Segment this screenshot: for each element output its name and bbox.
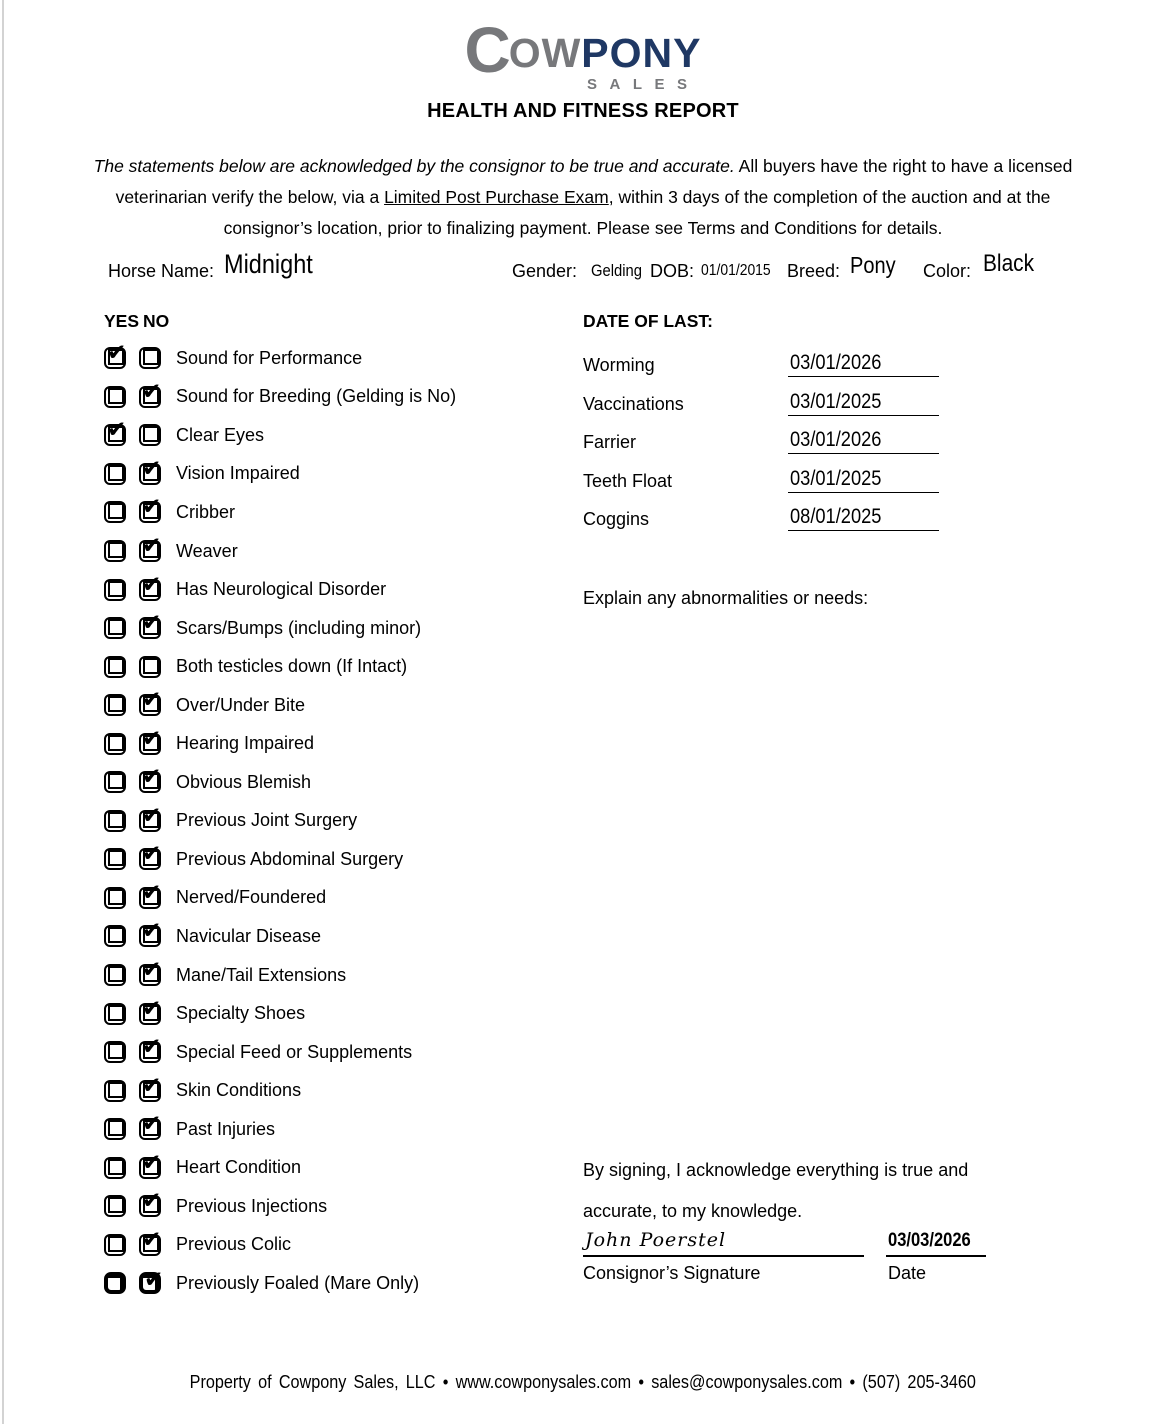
checklist-item-label: Obvious Blemish [176, 771, 312, 792]
yes-checkbox[interactable] [104, 1234, 126, 1256]
no-checkbox[interactable]: ✔ [139, 1272, 161, 1294]
yes-checkbox[interactable] [104, 925, 126, 947]
logo-sales-subtext: SALES [586, 76, 700, 93]
signature-date-field[interactable] [888, 1230, 983, 1252]
checklist-item-label: Previously Foaled (Mare Only) [176, 1272, 420, 1293]
checklist-item-label: Both testicles down (If Intact) [176, 656, 408, 677]
checklist-item-label: Has Neurological Disorder [176, 579, 387, 600]
no-checkbox[interactable]: ✔ [139, 1080, 161, 1102]
date-row-label: Farrier [583, 432, 636, 453]
checklist-row [104, 378, 456, 417]
checklist-header [104, 311, 456, 339]
color-value: Black [983, 250, 1035, 277]
date-row [583, 339, 943, 377]
no-checkbox[interactable]: ✔ [139, 964, 161, 986]
signature-date-line [886, 1255, 986, 1257]
no-checkbox[interactable]: ✔ [139, 1157, 161, 1179]
date-row-label: Teeth Float [583, 470, 673, 491]
yes-checkbox[interactable] [104, 501, 126, 523]
acknowledgement-line2: accurate, to my knowledge. [583, 1201, 803, 1221]
checklist-row [104, 917, 456, 956]
no-checkbox[interactable]: ✔ [139, 848, 161, 870]
dob-value: 01/01/2015 [701, 262, 771, 279]
date-rows [583, 339, 943, 531]
checklist-rows [104, 339, 456, 1303]
date-value: 03/01/2025 [790, 466, 882, 490]
checklist-item-label: Vision Impaired [176, 463, 300, 484]
checklist-item-label: Past Injuries [176, 1118, 276, 1139]
checklist-row [104, 763, 456, 802]
date-value: 03/01/2026 [790, 351, 882, 375]
signature-date-label: Date [888, 1263, 927, 1283]
yes-checkbox[interactable] [104, 1118, 126, 1140]
footer-text: Property of Cowpony Sales, LLC • www.cowponysales.com • sales@cowponysales.com • (507) 205-3460 [189, 1372, 977, 1392]
gender-field[interactable] [591, 261, 650, 281]
checklist-item-label: Clear Eyes [176, 424, 265, 445]
yes-checkbox[interactable] [104, 1157, 126, 1179]
yes-checkbox[interactable] [104, 694, 126, 716]
gender-value: Gelding [591, 261, 642, 280]
yes-checkbox[interactable] [104, 1041, 126, 1063]
breed-value: Pony [850, 252, 896, 278]
checklist-row [104, 570, 456, 609]
yes-checkbox[interactable] [104, 733, 126, 755]
no-checkbox[interactable]: ✔ [139, 1195, 161, 1217]
gender-label: Gender: [512, 261, 578, 281]
signature-line [583, 1255, 864, 1257]
checklist-row [104, 1264, 456, 1303]
date-field[interactable] [788, 351, 939, 377]
checklist-item-label: Special Feed or Supplements [176, 1041, 413, 1062]
yes-column-header: YES [104, 311, 140, 331]
checklist-item-label: Previous Injections [176, 1195, 328, 1216]
checklist [104, 311, 456, 1303]
checklist-row [104, 532, 456, 571]
logo-pony: PONY [581, 29, 702, 76]
no-checkbox[interactable]: ✔ [139, 463, 161, 485]
checklist-row [104, 1110, 456, 1149]
no-checkbox[interactable]: ✔ [139, 386, 161, 408]
yes-checkbox[interactable] [104, 964, 126, 986]
checklist-row [104, 840, 456, 879]
intro-rest-text: , within 3 days of the completion of the auction and at the consignor’s location, prior to finalizing payment. Please see Terms and Conditions for details. [223, 187, 1051, 238]
yes-checkbox[interactable]: ✔ [104, 347, 126, 369]
no-column-header: NO [143, 311, 170, 331]
checklist-row [104, 879, 456, 918]
checklist-item-label: Mane/Tail Extensions [176, 964, 347, 985]
date-row-label: Worming [583, 355, 655, 376]
horse-name-field[interactable] [224, 249, 326, 280]
yes-checkbox[interactable] [104, 887, 126, 909]
checklist-item-label: Hearing Impaired [176, 733, 315, 754]
color-label: Color: [923, 261, 972, 281]
no-checkbox[interactable]: ✔ [139, 771, 161, 793]
checklist-item-label: Over/Under Bite [176, 694, 306, 715]
horse-name-label: Horse Name: [108, 261, 215, 281]
abnormalities-label: Explain any abnormalities or needs: [583, 588, 869, 608]
checklist-item-label: Previous Joint Surgery [176, 810, 358, 831]
date-value: 08/01/2025 [790, 504, 882, 528]
checklist-row [104, 994, 456, 1033]
no-checkbox[interactable]: ✔ [139, 501, 161, 523]
checklist-row [104, 455, 456, 494]
checklist-item-label: Scars/Bumps (including minor) [176, 617, 422, 638]
date-row [583, 454, 943, 492]
yes-checkbox[interactable] [104, 848, 126, 870]
consignor-signature-label: Consignor’s Signature [583, 1263, 761, 1283]
checklist-row [104, 647, 456, 686]
no-checkbox[interactable]: ✔ [139, 887, 161, 909]
no-checkbox[interactable]: ✔ [139, 810, 161, 832]
page-edge-line [2, 0, 4, 1424]
checklist-row [104, 724, 456, 763]
yes-checkbox[interactable] [104, 579, 126, 601]
yes-checkbox[interactable] [104, 771, 126, 793]
horse-name-value: Midnight [224, 249, 313, 279]
no-checkbox[interactable]: ✔ [139, 1041, 161, 1063]
no-checkbox[interactable] [139, 347, 161, 369]
checklist-item-label: Navicular Disease [176, 925, 322, 946]
date-value: 03/01/2026 [790, 428, 882, 452]
checklist-item-label: Previous Colic [176, 1234, 292, 1255]
breed-label: Breed: [787, 261, 841, 281]
logo-ow: OW [508, 29, 582, 76]
intro-middle-text: All buyers have the right to have a licensed veterinarian verify the below, via a [115, 156, 1073, 207]
no-checkbox[interactable]: ✔ [139, 925, 161, 947]
dob-field[interactable] [701, 262, 781, 280]
checklist-row [104, 802, 456, 841]
date-value: 03/01/2025 [790, 389, 882, 413]
page-title: HEALTH AND FITNESS REPORT [427, 100, 739, 122]
checklist-item-label: Sound for Breeding (Gelding is No) [176, 386, 457, 407]
footer [0, 1372, 1166, 1393]
acknowledgement-line1: By signing, I acknowledge everything is true and [583, 1160, 969, 1180]
yes-checkbox[interactable] [104, 1003, 126, 1025]
checklist-item-label: Heart Condition [176, 1157, 302, 1178]
date-row-label: Vaccinations [583, 393, 684, 414]
no-checkbox[interactable]: ✔ [139, 1003, 161, 1025]
date-row [583, 416, 943, 454]
checklist-item-label: Cribber [176, 501, 236, 522]
yes-checkbox[interactable] [104, 656, 126, 678]
checklist-row [104, 1033, 456, 1072]
yes-checkbox[interactable]: ✔ [104, 424, 126, 446]
yes-checkbox[interactable] [104, 386, 126, 408]
checklist-row [104, 1187, 456, 1226]
yes-checkbox[interactable] [104, 617, 126, 639]
no-checkbox[interactable]: ✔ [139, 617, 161, 639]
limited-post-purchase-exam-link: Limited Post Purchase Exam [384, 187, 609, 207]
yes-checkbox[interactable] [104, 1272, 126, 1294]
intro-paragraph [90, 151, 1076, 244]
checklist-item-label: Sound for Performance [176, 347, 363, 368]
no-checkbox[interactable]: ✔ [139, 694, 161, 716]
date-of-last-section [583, 311, 943, 531]
breed-field[interactable] [850, 252, 902, 279]
checklist-row [104, 1148, 456, 1187]
date-row [583, 493, 943, 531]
no-checkbox[interactable]: ✔ [139, 579, 161, 601]
checklist-row [104, 686, 456, 725]
intro-italic-sentence: The statements below are acknowledged by the consignor to be true and accurate. [93, 156, 735, 176]
yes-checkbox[interactable] [104, 463, 126, 485]
checklist-row [104, 956, 456, 995]
checklist-row [104, 339, 456, 378]
checklist-item-label: Nerved/Foundered [176, 887, 327, 908]
checklist-row [104, 609, 456, 648]
logo-letter-c: C [464, 14, 509, 86]
no-checkbox[interactable]: ✔ [139, 1234, 161, 1256]
no-checkbox[interactable]: ✔ [139, 540, 161, 562]
checklist-row [104, 416, 456, 455]
date-of-last-header: DATE OF LAST: [583, 311, 713, 331]
checklist-row [104, 1226, 456, 1265]
date-field[interactable] [788, 428, 939, 454]
color-field[interactable] [983, 250, 1042, 278]
date-field[interactable] [788, 505, 939, 531]
consignor-signature-field[interactable]: John Poerstel [585, 1229, 727, 1251]
signature-date-value: 03/03/2026 [888, 1230, 971, 1251]
date-row [583, 377, 943, 415]
no-checkbox[interactable] [139, 424, 161, 446]
no-checkbox[interactable] [139, 656, 161, 678]
yes-checkbox[interactable] [104, 1195, 126, 1217]
checklist-item-label: Specialty Shoes [176, 1003, 306, 1024]
checklist-item-label: Skin Conditions [176, 1080, 302, 1101]
checklist-row [104, 493, 456, 532]
yes-checkbox[interactable] [104, 810, 126, 832]
date-field[interactable] [788, 390, 939, 416]
checklist-row [104, 1071, 456, 1110]
yes-checkbox[interactable] [104, 1080, 126, 1102]
yes-checkbox[interactable] [104, 540, 126, 562]
cowpony-sales-logo [464, 14, 702, 93]
checklist-item-label: Weaver [176, 540, 238, 561]
dob-label: DOB: [650, 261, 695, 281]
date-field[interactable] [788, 467, 939, 493]
checklist-item-label: Previous Abdominal Surgery [176, 848, 404, 869]
no-checkbox[interactable]: ✔ [139, 733, 161, 755]
no-checkbox[interactable]: ✔ [139, 1118, 161, 1140]
date-row-label: Coggins [583, 508, 650, 529]
